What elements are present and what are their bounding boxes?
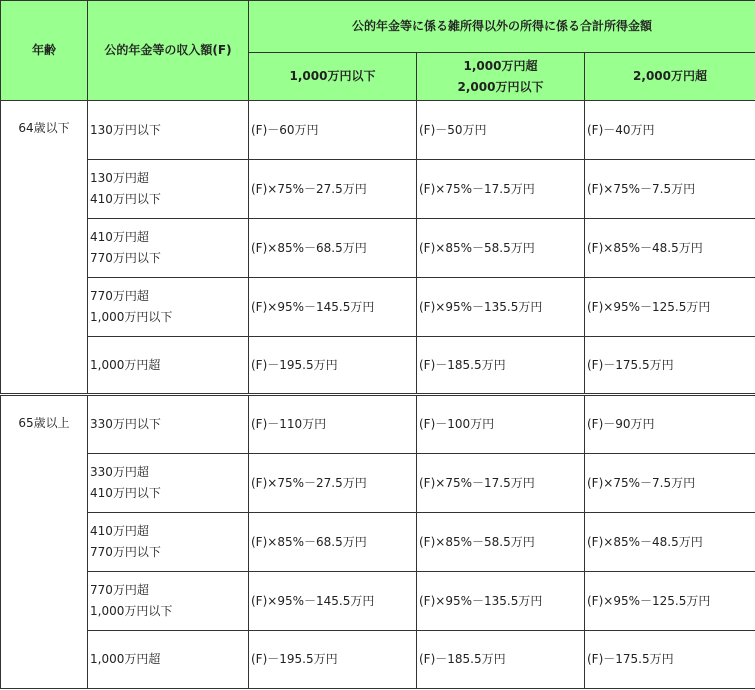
formula-cell: (F)－110万円 [249, 395, 417, 454]
header-row-1 [1, 1, 755, 53]
income-range-cell [88, 219, 249, 278]
formula-cell: (F)×85%－48.5万円 [585, 219, 755, 278]
formula-cell: (F)－175.5万円 [585, 337, 755, 395]
header-bracket-3 [585, 53, 755, 101]
header-bracket-line: 1,000万円超 [463, 58, 538, 73]
formula-cell: (F)×85%－58.5万円 [417, 513, 585, 572]
formula-cell: (F)×75%－7.5万円 [585, 160, 755, 219]
formula-cell: (F)×85%－68.5万円 [249, 513, 417, 572]
table-row [1, 631, 755, 689]
income-range-cell [88, 101, 249, 160]
income-range-cell [88, 454, 249, 513]
table-row [1, 395, 755, 454]
formula-cell: (F)×85%－48.5万円 [585, 513, 755, 572]
income-range-line: 770万円超 [90, 583, 149, 597]
income-range-cell [88, 337, 249, 395]
formula-cell: (F)×95%－145.5万円 [249, 572, 417, 631]
income-range-line: 770万円以下 [90, 545, 161, 559]
formula-cell: (F)×95%－145.5万円 [249, 278, 417, 337]
income-range-line: 130万円超 [90, 171, 149, 185]
formula-cell: (F)×75%－27.5万円 [249, 160, 417, 219]
formula-cell: (F)－185.5万円 [417, 337, 585, 395]
formula-cell: (F)－195.5万円 [249, 337, 417, 395]
income-range-line: 410万円超 [90, 230, 149, 244]
formula-cell: (F)×95%－125.5万円 [585, 278, 755, 337]
formula-cell: (F)×75%－17.5万円 [417, 454, 585, 513]
income-range-line: 130万円以下 [90, 122, 161, 137]
income-range-line: 1,000万円超 [90, 652, 161, 666]
table-row [1, 278, 755, 337]
formula-cell: (F)－100万円 [417, 395, 585, 454]
income-range-line: 330万円超 [90, 465, 149, 479]
formula-cell: (F)×75%－27.5万円 [249, 454, 417, 513]
age-group-cell: 65歳以上 [1, 395, 88, 689]
formula-cell: (F)×75%－17.5万円 [417, 160, 585, 219]
table-body [1, 101, 755, 689]
formula-cell: (F)－195.5万円 [249, 631, 417, 689]
income-range-line: 1,000万円以下 [90, 310, 173, 324]
header-other-income-group: 公的年金等に係る雑所得以外の所得に係る合計所得金額 [249, 1, 755, 53]
formula-cell: (F)×75%－7.5万円 [585, 454, 755, 513]
income-range-line: 410万円以下 [90, 486, 161, 500]
formula-cell: (F)×85%－68.5万円 [249, 219, 417, 278]
formula-cell: (F)－90万円 [585, 395, 755, 454]
age-group-cell: 64歳以下 [1, 101, 88, 395]
income-range-line: 770万円超 [90, 289, 149, 303]
income-range-line: 770万円以下 [90, 251, 161, 265]
formula-cell: (F)×85%－58.5万円 [417, 219, 585, 278]
formula-cell: (F)－175.5万円 [585, 631, 755, 689]
table-row [1, 454, 755, 513]
income-range-line: 330万円以下 [90, 417, 161, 431]
formula-cell: (F)×95%－135.5万円 [417, 572, 585, 631]
header-age: 年齢 [1, 1, 88, 101]
header-bracket-line: 1,000万円以下 [289, 69, 376, 83]
income-range-line: 410万円以下 [90, 192, 161, 206]
header-bracket-2 [417, 53, 585, 101]
formula-cell: (F)－185.5万円 [417, 631, 585, 689]
income-range-line: 1,000万円以下 [90, 604, 173, 618]
income-range-cell [88, 572, 249, 631]
formula-cell: (F)－50万円 [417, 101, 585, 160]
table-header [1, 1, 755, 101]
header-bracket-1 [249, 53, 417, 101]
formula-cell: (F)×95%－135.5万円 [417, 278, 585, 337]
table-row [1, 160, 755, 219]
header-bracket-line: 2,000万円以下 [457, 79, 544, 94]
table-row [1, 219, 755, 278]
table-row [1, 101, 755, 160]
table-row [1, 337, 755, 395]
table-row [1, 513, 755, 572]
formula-cell: (F)×95%－125.5万円 [585, 572, 755, 631]
income-range-cell [88, 513, 249, 572]
income-range-line: 410万円超 [90, 524, 149, 538]
formula-cell: (F)－40万円 [585, 101, 755, 160]
income-range-line: 1,000万円超 [90, 357, 161, 372]
formula-cell: (F)－60万円 [249, 101, 417, 160]
income-range-cell [88, 160, 249, 219]
income-range-cell [88, 395, 249, 454]
header-bracket-line: 2,000万円超 [633, 69, 707, 83]
income-range-cell [88, 278, 249, 337]
table-row [1, 572, 755, 631]
header-pension-income: 公的年金等の収入額(F) [88, 1, 249, 101]
income-range-cell [88, 631, 249, 689]
